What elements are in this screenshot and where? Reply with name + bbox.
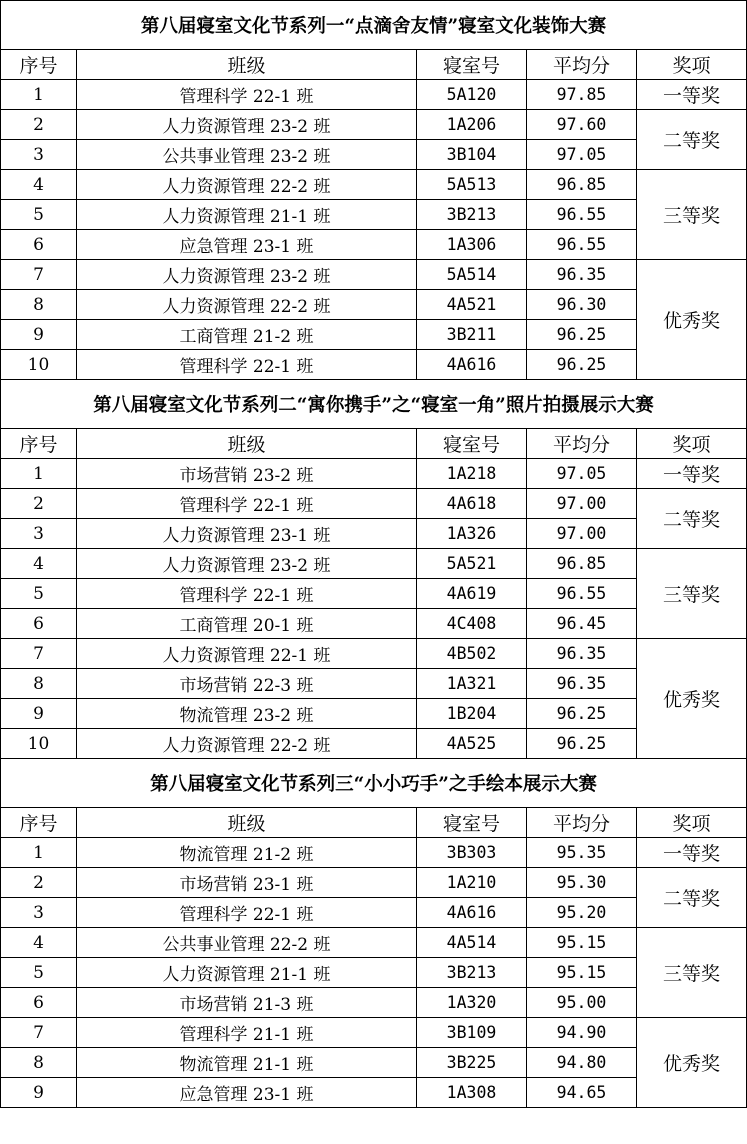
cell-score: 96.55 <box>527 230 637 260</box>
cell-room: 4A514 <box>417 928 527 958</box>
cell-room: 4A616 <box>417 350 527 380</box>
table-row <box>1 80 747 110</box>
cell-room: 4C408 <box>417 609 527 639</box>
cell-index: 5 <box>1 579 77 609</box>
cell-class: 市场营销 23-2 班 <box>77 459 417 489</box>
col-header-class: 班级 <box>77 429 417 459</box>
cell-score: 97.05 <box>527 459 637 489</box>
cell-score: 96.35 <box>527 639 637 669</box>
cell-index: 2 <box>1 489 77 519</box>
cell-class: 公共事业管理 23-2 班 <box>77 140 417 170</box>
cell-score: 97.00 <box>527 519 637 549</box>
col-header-score: 平均分 <box>527 808 637 838</box>
cell-index: 9 <box>1 320 77 350</box>
cell-room: 3B225 <box>417 1048 527 1078</box>
cell-award: 优秀奖 <box>637 1018 747 1108</box>
cell-room: 1B204 <box>417 699 527 729</box>
cell-room: 1A306 <box>417 230 527 260</box>
table-row <box>1 489 747 519</box>
cell-score: 97.00 <box>527 489 637 519</box>
cell-score: 96.85 <box>527 170 637 200</box>
table-row <box>1 639 747 669</box>
table-row <box>1 459 747 489</box>
section-title: 第八届寝室文化节系列二“寓你携手”之“寝室一角”照片拍摄展示大赛 <box>1 380 747 429</box>
cell-index: 4 <box>1 549 77 579</box>
table-row <box>1 200 747 230</box>
section-title: 第八届寝室文化节系列三“小小巧手”之手绘本展示大赛 <box>1 759 747 808</box>
col-header-class: 班级 <box>77 50 417 80</box>
table-row <box>1 988 747 1018</box>
section-title: 第八届寝室文化节系列一“点滴舍友情”寝室文化装饰大赛 <box>1 1 747 50</box>
cell-index: 5 <box>1 200 77 230</box>
table-row <box>1 579 747 609</box>
cell-room: 5A514 <box>417 260 527 290</box>
cell-room: 1A308 <box>417 1078 527 1108</box>
cell-index: 9 <box>1 699 77 729</box>
col-header-class: 班级 <box>77 808 417 838</box>
cell-class: 人力资源管理 22-1 班 <box>77 639 417 669</box>
col-header-room: 寝室号 <box>417 808 527 838</box>
col-header-award: 奖项 <box>637 429 747 459</box>
cell-score: 94.80 <box>527 1048 637 1078</box>
cell-class: 应急管理 23-1 班 <box>77 230 417 260</box>
cell-index: 1 <box>1 838 77 868</box>
cell-score: 96.30 <box>527 290 637 320</box>
cell-class: 人力资源管理 21-1 班 <box>77 958 417 988</box>
cell-index: 1 <box>1 459 77 489</box>
col-header-index: 序号 <box>1 429 77 459</box>
cell-index: 8 <box>1 669 77 699</box>
cell-index: 2 <box>1 110 77 140</box>
table-row <box>1 110 747 140</box>
table-row <box>1 519 747 549</box>
cell-score: 96.25 <box>527 320 637 350</box>
cell-score: 95.35 <box>527 838 637 868</box>
cell-index: 3 <box>1 898 77 928</box>
col-header-index: 序号 <box>1 50 77 80</box>
cell-class: 工商管理 21-2 班 <box>77 320 417 350</box>
table-row <box>1 1018 747 1048</box>
cell-class: 人力资源管理 23-2 班 <box>77 110 417 140</box>
cell-award: 一等奖 <box>637 459 747 489</box>
cell-score: 96.25 <box>527 699 637 729</box>
cell-score: 95.15 <box>527 928 637 958</box>
table-row <box>1 260 747 290</box>
cell-class: 管理科学 21-1 班 <box>77 1018 417 1048</box>
table-row <box>1 838 747 868</box>
table-row <box>1 290 747 320</box>
cell-index: 3 <box>1 519 77 549</box>
cell-award: 二等奖 <box>637 489 747 549</box>
table-row <box>1 230 747 260</box>
header-row <box>1 50 747 80</box>
cell-index: 8 <box>1 290 77 320</box>
cell-score: 95.00 <box>527 988 637 1018</box>
col-header-score: 平均分 <box>527 50 637 80</box>
cell-award: 三等奖 <box>637 549 747 639</box>
cell-score: 97.05 <box>527 140 637 170</box>
col-header-award: 奖项 <box>637 50 747 80</box>
cell-class: 人力资源管理 22-2 班 <box>77 290 417 320</box>
cell-class: 人力资源管理 22-2 班 <box>77 729 417 759</box>
cell-score: 96.25 <box>527 729 637 759</box>
cell-room: 1A326 <box>417 519 527 549</box>
cell-class: 物流管理 21-2 班 <box>77 838 417 868</box>
col-header-score: 平均分 <box>527 429 637 459</box>
cell-award: 优秀奖 <box>637 260 747 380</box>
cell-award: 一等奖 <box>637 80 747 110</box>
cell-score: 96.25 <box>527 350 637 380</box>
table-row <box>1 898 747 928</box>
cell-award: 优秀奖 <box>637 639 747 759</box>
cell-score: 94.65 <box>527 1078 637 1108</box>
cell-room: 1A320 <box>417 988 527 1018</box>
cell-index: 7 <box>1 1018 77 1048</box>
cell-score: 95.15 <box>527 958 637 988</box>
cell-index: 7 <box>1 260 77 290</box>
cell-room: 3B211 <box>417 320 527 350</box>
cell-award: 三等奖 <box>637 928 747 1018</box>
cell-class: 管理科学 22-1 班 <box>77 350 417 380</box>
cell-index: 1 <box>1 80 77 110</box>
cell-score: 96.45 <box>527 609 637 639</box>
cell-class: 人力资源管理 23-1 班 <box>77 519 417 549</box>
cell-index: 10 <box>1 729 77 759</box>
table-row <box>1 320 747 350</box>
cell-score: 94.90 <box>527 1018 637 1048</box>
cell-class: 应急管理 23-1 班 <box>77 1078 417 1108</box>
cell-award: 二等奖 <box>637 110 747 170</box>
cell-index: 3 <box>1 140 77 170</box>
cell-room: 4B502 <box>417 639 527 669</box>
cell-score: 97.85 <box>527 80 637 110</box>
cell-class: 工商管理 20-1 班 <box>77 609 417 639</box>
cell-class: 物流管理 21-1 班 <box>77 1048 417 1078</box>
cell-score: 96.35 <box>527 260 637 290</box>
cell-room: 3B104 <box>417 140 527 170</box>
cell-class: 公共事业管理 22-2 班 <box>77 928 417 958</box>
col-header-room: 寝室号 <box>417 50 527 80</box>
cell-room: 1A218 <box>417 459 527 489</box>
cell-index: 6 <box>1 988 77 1018</box>
cell-room: 3B303 <box>417 838 527 868</box>
cell-index: 7 <box>1 639 77 669</box>
col-header-award: 奖项 <box>637 808 747 838</box>
cell-room: 5A521 <box>417 549 527 579</box>
cell-class: 人力资源管理 21-1 班 <box>77 200 417 230</box>
cell-index: 8 <box>1 1048 77 1078</box>
table-row <box>1 549 747 579</box>
table-row <box>1 699 747 729</box>
table-row <box>1 669 747 699</box>
header-row <box>1 808 747 838</box>
cell-room: 4A618 <box>417 489 527 519</box>
table-row <box>1 140 747 170</box>
cell-class: 市场营销 22-3 班 <box>77 669 417 699</box>
cell-score: 97.60 <box>527 110 637 140</box>
cell-index: 4 <box>1 170 77 200</box>
cell-room: 4A521 <box>417 290 527 320</box>
table-row <box>1 1078 747 1108</box>
cell-class: 管理科学 22-1 班 <box>77 579 417 609</box>
cell-score: 96.55 <box>527 579 637 609</box>
cell-index: 5 <box>1 958 77 988</box>
cell-award: 三等奖 <box>637 170 747 260</box>
cell-class: 市场营销 21-3 班 <box>77 988 417 1018</box>
header-row <box>1 429 747 459</box>
cell-score: 95.30 <box>527 868 637 898</box>
cell-score: 96.35 <box>527 669 637 699</box>
cell-score: 95.20 <box>527 898 637 928</box>
cell-class: 人力资源管理 23-2 班 <box>77 549 417 579</box>
cell-index: 6 <box>1 230 77 260</box>
col-header-room: 寝室号 <box>417 429 527 459</box>
cell-room: 4A525 <box>417 729 527 759</box>
cell-room: 1A210 <box>417 868 527 898</box>
cell-room: 1A206 <box>417 110 527 140</box>
cell-room: 5A513 <box>417 170 527 200</box>
cell-room: 3B109 <box>417 1018 527 1048</box>
cell-room: 4A619 <box>417 579 527 609</box>
cell-class: 管理科学 22-1 班 <box>77 898 417 928</box>
cell-room: 4A616 <box>417 898 527 928</box>
cell-award: 一等奖 <box>637 838 747 868</box>
table-row <box>1 729 747 759</box>
table-row <box>1 170 747 200</box>
cell-index: 4 <box>1 928 77 958</box>
table-row <box>1 958 747 988</box>
section-title-row <box>1 380 747 429</box>
table-row <box>1 609 747 639</box>
table-row <box>1 350 747 380</box>
cell-index: 6 <box>1 609 77 639</box>
cell-room: 1A321 <box>417 669 527 699</box>
cell-class: 物流管理 23-2 班 <box>77 699 417 729</box>
cell-score: 96.85 <box>527 549 637 579</box>
cell-class: 人力资源管理 22-2 班 <box>77 170 417 200</box>
cell-class: 管理科学 22-1 班 <box>77 80 417 110</box>
cell-index: 10 <box>1 350 77 380</box>
cell-class: 管理科学 22-1 班 <box>77 489 417 519</box>
table-row <box>1 868 747 898</box>
cell-index: 9 <box>1 1078 77 1108</box>
cell-room: 3B213 <box>417 958 527 988</box>
cell-award: 二等奖 <box>637 868 747 928</box>
section-title-row <box>1 1 747 50</box>
cell-class: 人力资源管理 23-2 班 <box>77 260 417 290</box>
cell-room: 5A120 <box>417 80 527 110</box>
table-row <box>1 928 747 958</box>
cell-score: 96.55 <box>527 200 637 230</box>
cell-class: 市场营销 23-1 班 <box>77 868 417 898</box>
table-row <box>1 1048 747 1078</box>
cell-room: 3B213 <box>417 200 527 230</box>
cell-index: 2 <box>1 868 77 898</box>
section-title-row <box>1 759 747 808</box>
col-header-index: 序号 <box>1 808 77 838</box>
